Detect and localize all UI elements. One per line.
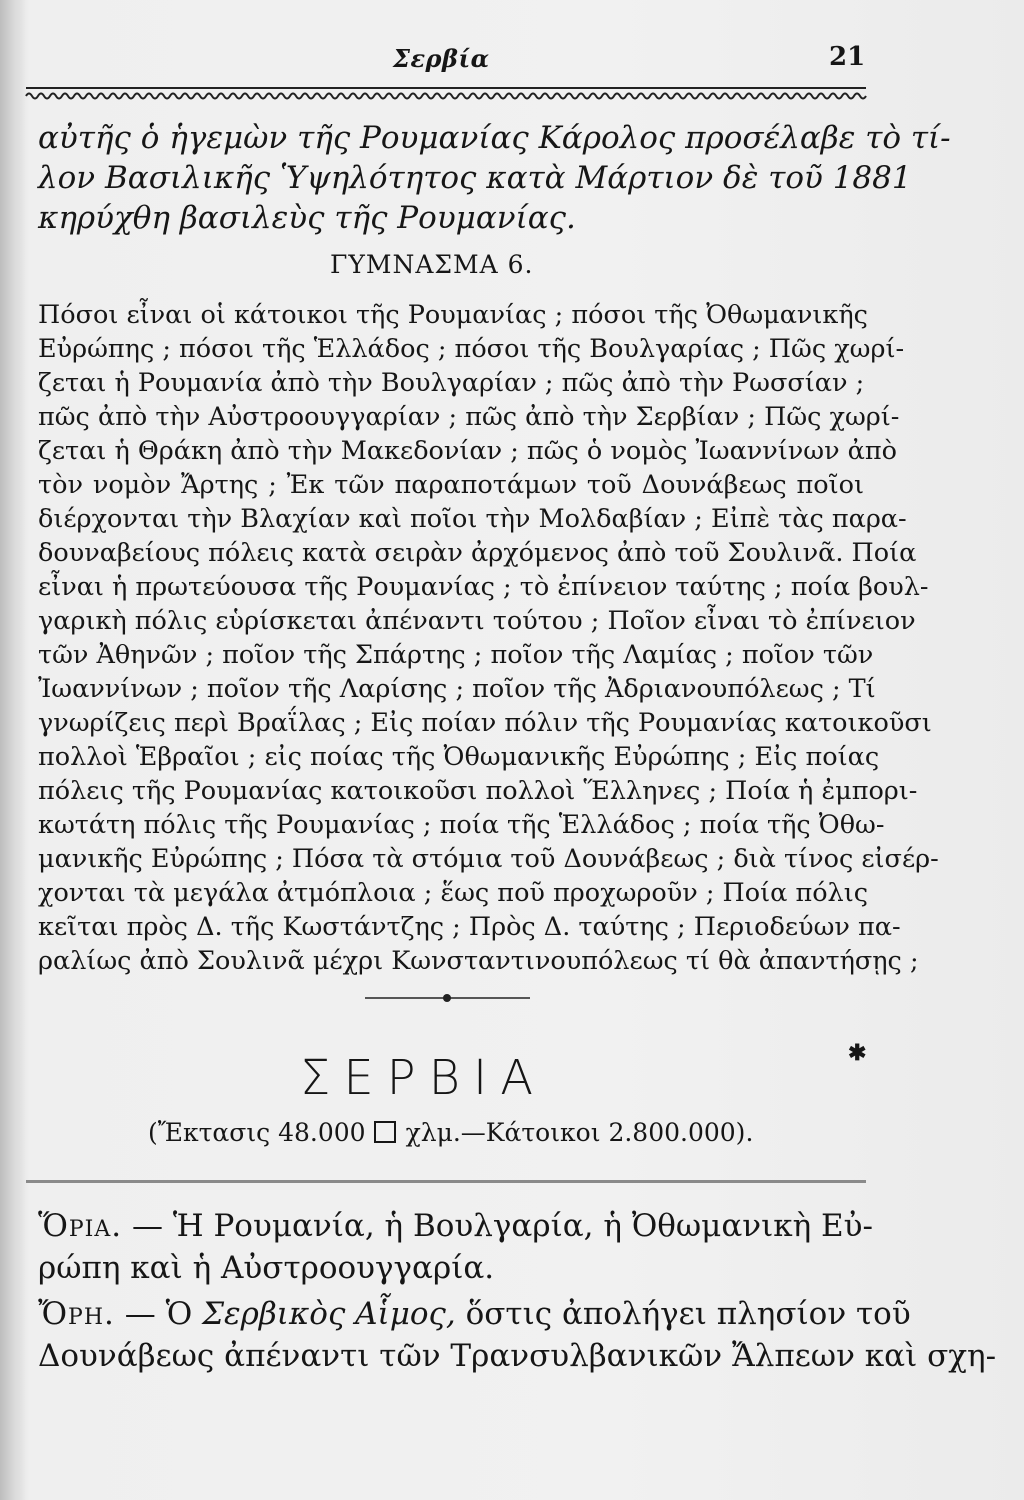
page-number: 21	[829, 42, 866, 72]
exercise-line: κωτάτη πόλις τῆς Ρουμανίας ; ποία τῆς Ἑλλάδος ; ποία τῆς Ὀθω-	[38, 810, 885, 840]
exercise-line: Ἰωαννίνων ; ποῖον τῆς Λαρίσης ; ποῖον τῆς Ἀδριανουπόλεως ; Τί	[38, 674, 876, 704]
exercise-line: πόλεις τῆς Ρουμανίας κατοικοῦσι πολλοὶ Ἕλληνες ; Ποία ἡ ἐμπορι-	[38, 776, 918, 806]
exercise-line: διέρχονται τὴν Βλαχίαν καὶ ποῖοι τὴν Μολδαβίαν ; Εἰπὲ τὰς παρα-	[38, 504, 907, 534]
exercise-line: μανικῆς Εὐρώπης ; Πόσα τὰ στόμια τοῦ Δουνάβεως ; διὰ τίνος εἰσέρ-	[38, 844, 939, 874]
section-heading: ΣΕΡΒΙΑ	[300, 1050, 547, 1106]
exercise-title: ΓΥΜΝΑΣΜΑ 6.	[330, 250, 534, 279]
exercise-line: γνωρίζεις περὶ Βραΐλας ; Εἰς ποίαν πόλιν τῆς Ρουμανίας κατοικοῦσι	[38, 708, 932, 738]
exercise-line: κεῖται πρὸς Δ. τῆς Κωστάντζης ; Πρὸς Δ. ταύτης ; Περιοδεύων πα-	[38, 912, 901, 942]
area-suffix: χλμ.—Κάτοικοι 2.800.000).	[405, 1118, 754, 1147]
mountains-rest: ὅστις ἀπολήγει πλησίον τοῦ	[465, 1296, 911, 1332]
exercise-line: πῶς ἀπὸ τὴν Αὐστροουγγαρίαν ; πῶς ἀπὸ τὴν Σερβίαν ; Πῶς χωρί-	[38, 402, 900, 432]
borders-text: — Ἡ Ρουμανία, ἡ Βουλγαρία, ἡ Ὀθωμανικὴ Εὐ-	[131, 1208, 874, 1244]
wavy-rule-ornament	[26, 80, 866, 106]
exercise-line: τῶν Ἀθηνῶν ; ποῖον τῆς Σπάρτης ; ποῖον τῆς Λαμίας ; ποῖον τῶν	[38, 640, 874, 670]
area-population-line	[148, 1118, 753, 1147]
exercise-line: τὸν νομὸν Ἄρτης ; Ἐκ τῶν παραποτάμων τοῦ Δουνάβεως ποῖοι	[38, 470, 864, 500]
borders-line-2: ρώπη καὶ ἡ Αὐστροουγγαρία.	[38, 1250, 495, 1286]
intro-line: κηρύχθη βασιλεὺς τῆς Ρουμανίας.	[38, 200, 576, 236]
exercise-line: χονται τὰ μεγάλα ἀτμόπλοια ; ἕως ποῦ προχωροῦν ; Ποία πόλις	[38, 878, 868, 908]
borders-label: Ὅρια.	[38, 1208, 123, 1244]
page-spine-shadow	[0, 0, 26, 1500]
exercise-line: εἶναι ἡ πρωτεύουσα τῆς Ρουμανίας ; τὸ ἐπίνειον ταύτης ; ποία βουλ-	[38, 572, 929, 602]
square-symbol-icon	[374, 1121, 396, 1143]
exercise-line: ζεται ἡ Ρουμανία ἀπὸ τὴν Βουλγαρίαν ; πῶς ἀπὸ τὴν Ρωσσίαν ;	[38, 368, 865, 398]
exercise-line: δουναβείους πόλεις κατὰ σειρὰν ἀρχόμενος ἀπὸ τοῦ Σουλινᾶ. Ποία	[38, 538, 917, 568]
exercise-line: Εὐρώπης ; πόσοι τῆς Ἑλλάδος ; πόσοι τῆς Βουλγαρίας ; Πῶς χωρί-	[38, 334, 905, 364]
area-prefix: (Ἔκτασις 48.000	[148, 1118, 366, 1147]
mountains-italic: Σερβικὸς Αἷμος,	[202, 1296, 456, 1332]
horizontal-rule	[26, 1180, 866, 1183]
running-head: Σερβία	[393, 44, 490, 73]
mountains-dash: — Ὁ	[124, 1296, 193, 1332]
section-separator	[365, 990, 530, 1006]
intro-line: αὐτῆς ὁ ἡγεμὼν τῆς Ρουμανίας Κάρολος προσέλαβε τὸ τί-	[38, 120, 951, 156]
intro-line: λον Βασιλικῆς Ὑψηλότητος κατὰ Μάρτιον δὲ τοῦ 1881	[38, 160, 912, 196]
exercise-line: Πόσοι εἶναι οἱ κάτοικοι τῆς Ρουμανίας ; πόσοι τῆς Ὀθωμανικῆς	[38, 300, 868, 330]
exercise-line: πολλοὶ Ἑβραῖοι ; εἰς ποίας τῆς Ὀθωμανικῆς Εὐρώπης ; Εἰς ποίας	[38, 742, 880, 772]
exercise-line: ζεται ἡ Θράκη ἀπὸ τὴν Μακεδονίαν ; πῶς ὁ νομὸς Ἰωαννίνων ἀπὸ	[38, 436, 898, 466]
mountains-label: Ὄρη.	[38, 1296, 115, 1332]
borders-line	[38, 1205, 874, 1247]
mountains-line	[38, 1293, 911, 1335]
exercise-line: γαρικὴ πόλις εὑρίσκεται ἀπέναντι τούτου ; Ποῖον εἶναι τὸ ἐπίνειον	[38, 606, 916, 636]
mountains-line-2: Δουνάβεως ἀπέναντι τῶν Τρανσυλβανικῶν Ἄλπεων καὶ σχη-	[38, 1338, 997, 1374]
exercise-line: ραλίως ἀπὸ Σουλινᾶ μέχρι Κωνσταντινουπόλεως τί θὰ ἀπαντήσῃς ;	[38, 946, 919, 976]
printer-mark-icon: ✱	[848, 1040, 867, 1066]
